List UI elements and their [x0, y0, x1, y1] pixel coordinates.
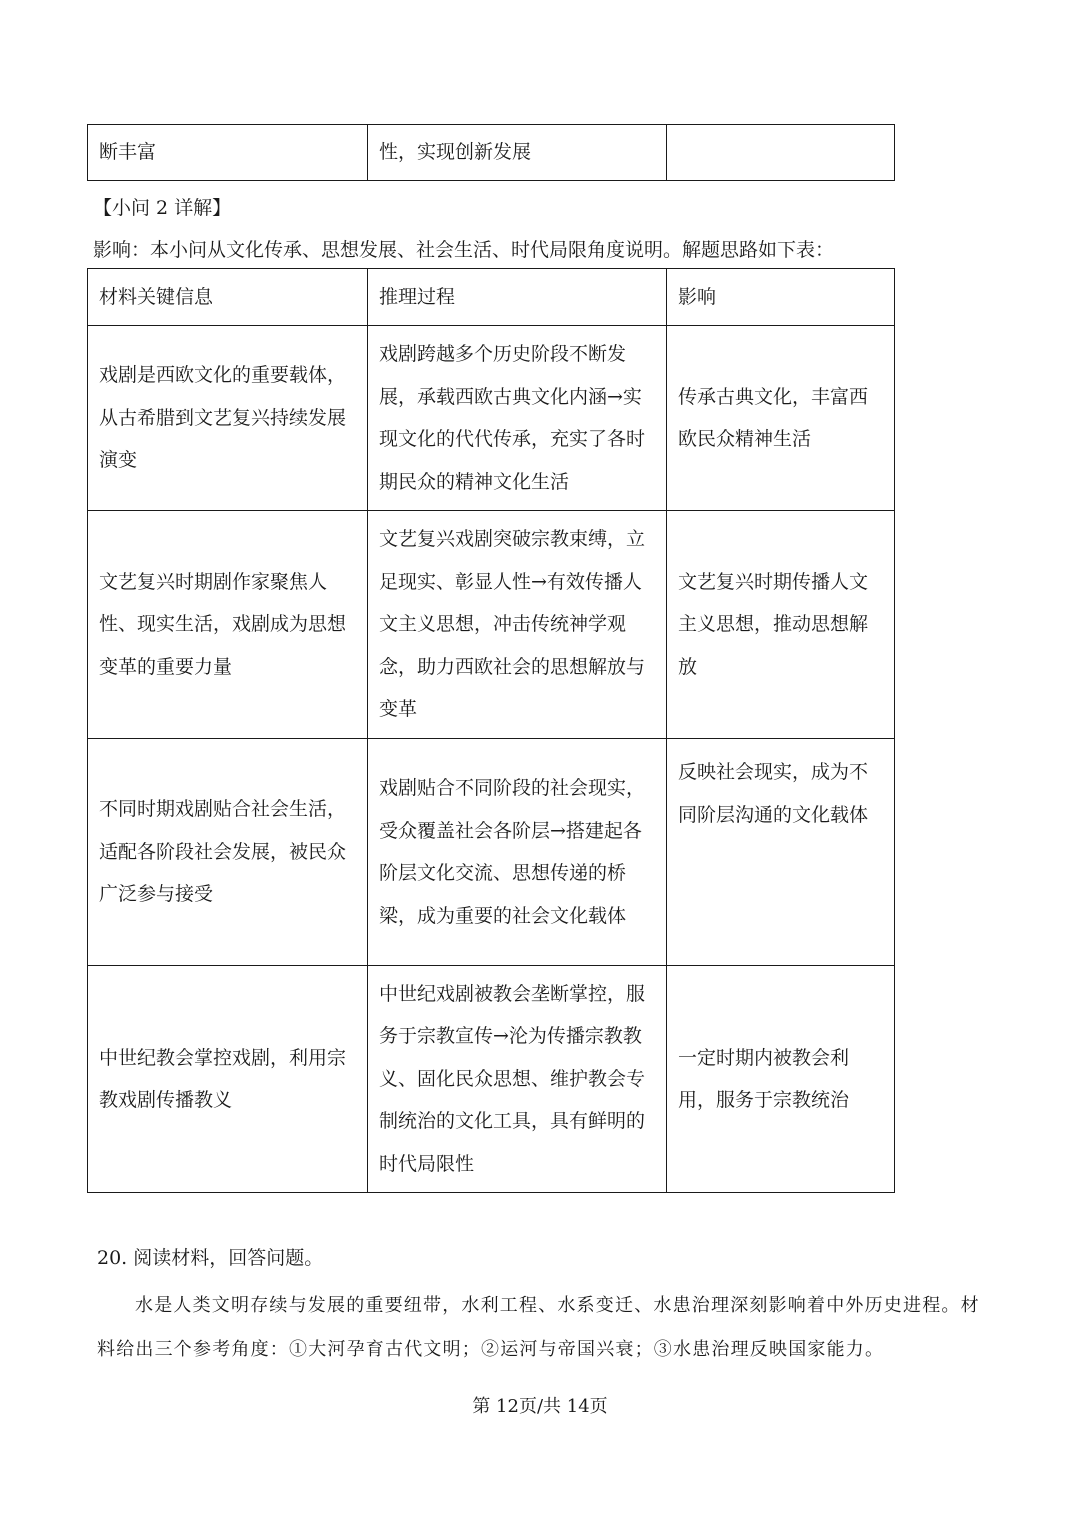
section-heading: 【小问 2 详解】 [93, 197, 232, 219]
impact-cell: 传承古典文化，丰富西欧民众精神生活 [667, 326, 895, 511]
reasoning-cell: 戏剧跨越多个历史阶段不断发展，承载西欧古典文化内涵→实现文化的代代传承，充实了各时期民众的精神文化生活 [368, 326, 667, 511]
table-row [88, 739, 895, 966]
continued-table [87, 124, 895, 181]
impact-cell: 文艺复兴时期传播人文主义思想，推动思想解放 [667, 511, 895, 739]
reasoning-cell: 戏剧贴合不同阶段的社会现实，受众覆盖社会各阶层→搭建起各阶层文化交流、思想传递的桥梁，成为重要的社会文化载体 [368, 739, 667, 966]
table-row [88, 511, 895, 739]
analysis-table [87, 268, 895, 1193]
info-cell: 戏剧是西欧文化的重要载体，从古希腊到文艺复兴持续发展演变 [88, 326, 368, 511]
info-cell: 不同时期戏剧贴合社会生活，适配各阶段社会发展，被民众广泛参与接受 [88, 739, 368, 966]
reasoning-cell: 文艺复兴戏剧突破宗教束缚，立足现实、彰显人性→有效传播人文主义思想，冲击传统神学观念，助力西欧社会的思想解放与变革 [368, 511, 667, 739]
table-row [88, 125, 895, 181]
table-cell: 断丰富 [88, 125, 368, 181]
table-header-row [88, 269, 895, 326]
intro-text: 影响：本小问从文化传承、思想发展、社会生活、时代局限角度说明。解题思路如下表： [93, 239, 835, 261]
impact-cell: 一定时期内被教会利用，服务于宗教统治 [667, 966, 895, 1193]
table-row [88, 326, 895, 511]
table-cell: 性，实现创新发展 [368, 125, 667, 181]
table-row [88, 966, 895, 1193]
question-title: 20. 阅读材料，回答问题。 [97, 1247, 324, 1269]
reasoning-cell: 中世纪戏剧被教会垄断掌控，服务于宗教宣传→沦为传播宗教教义、固化民众思想、维护教会专制统治的文化工具，具有鲜明的时代局限性 [368, 966, 667, 1193]
header-cell: 材料关键信息 [88, 269, 368, 326]
header-cell: 推理过程 [368, 269, 667, 326]
info-cell: 文艺复兴时期剧作家聚焦人性、现实生活，戏剧成为思想变革的重要力量 [88, 511, 368, 739]
info-cell: 中世纪教会掌控戏剧，利用宗教戏剧传播教义 [88, 966, 368, 1193]
material-paragraph: 水是人类文明存续与发展的重要纽带，水利工程、水系变迁、水患治理深刻影响着中外历史进程。材料给出三个参考角度：①大河孕育古代文明；②运河与帝国兴衰；③水患治理反映国家能力。 [97, 1295, 980, 1360]
impact-cell: 反映社会现实，成为不同阶层沟通的文化载体 [667, 739, 895, 966]
page-footer: 第 12页/共 14页 [472, 1396, 608, 1417]
table-cell [667, 125, 895, 181]
header-cell: 影响 [667, 269, 895, 326]
